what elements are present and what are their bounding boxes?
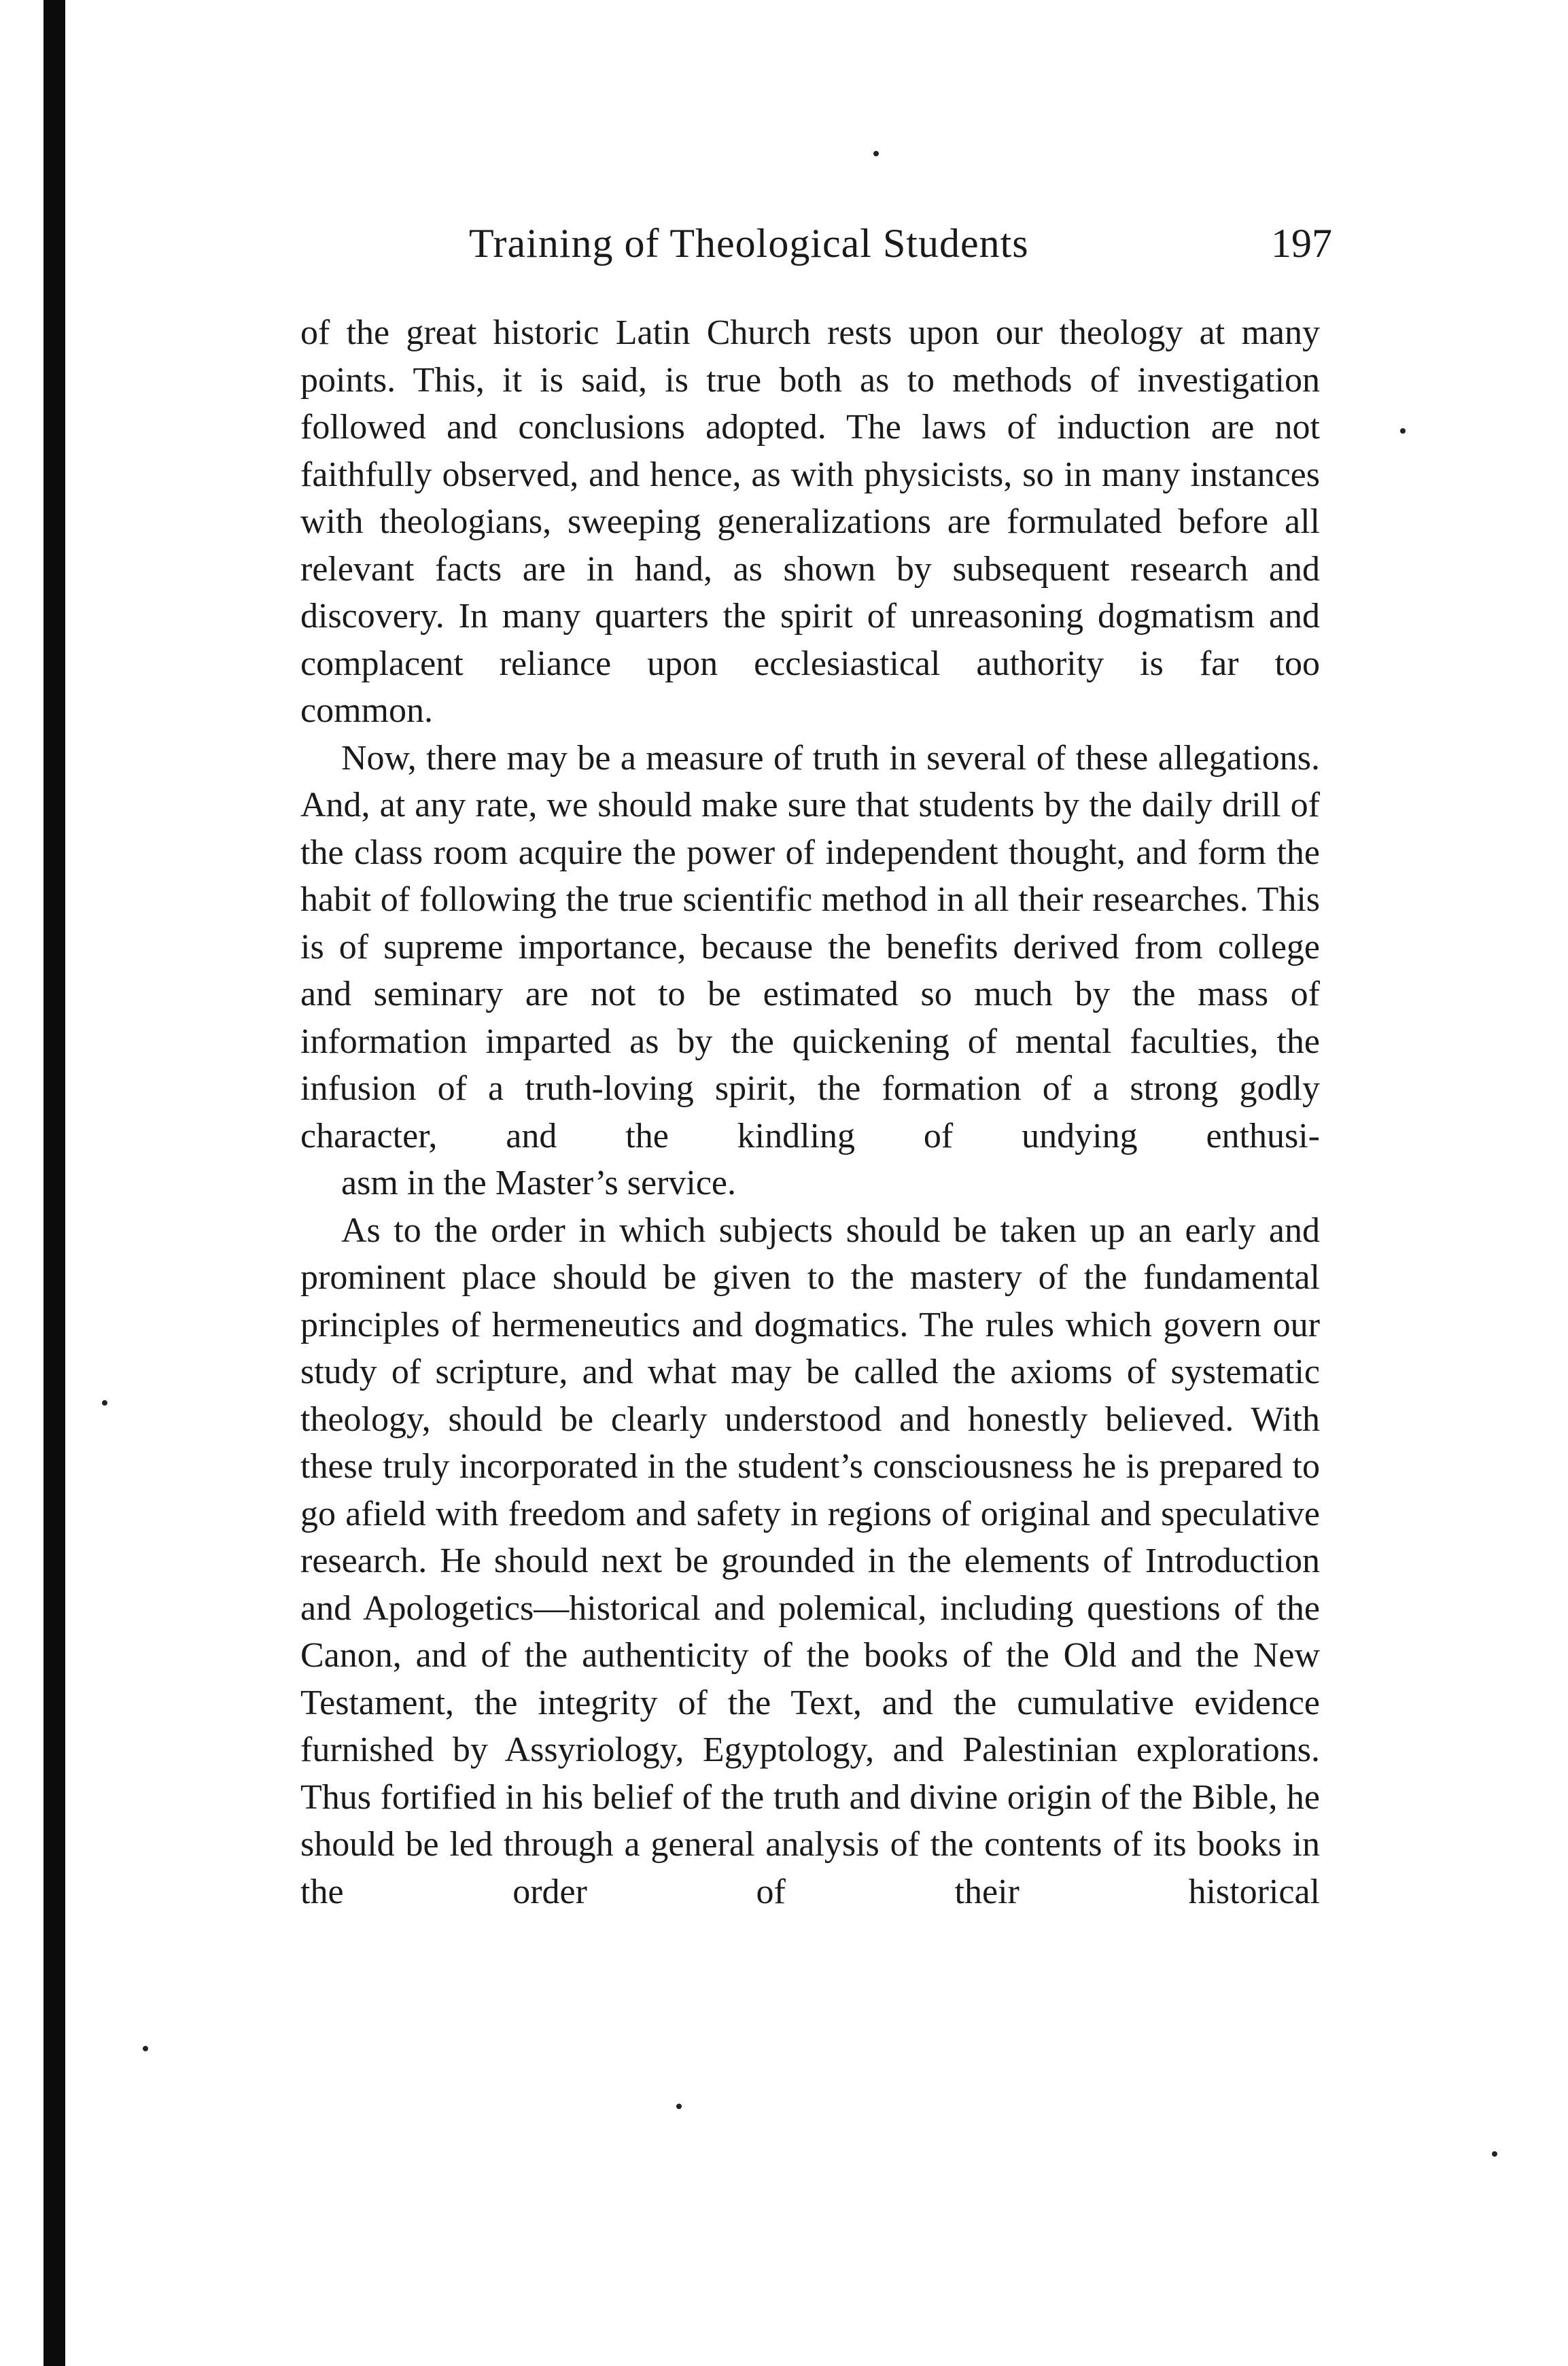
scan-speck [873, 151, 879, 156]
paragraph-1 [300, 309, 1320, 735]
scan-speck [676, 2104, 682, 2109]
paragraph-2-last-line: asm in the Master’s service. [341, 1164, 736, 1202]
page-number: 197 [1271, 221, 1332, 266]
paragraph-1-text: of the great historic Latin Church rests upon our theology at many points. This, it is said, is true both as to methods of investigation followed and conclusions adopted. The laws of induction are not faithfully observed, and hence, as with physicists, so in many instances with theologians, sweeping generalizations are formulated before all relevant facts are in hand, as shown by subsequent research and discovery. In many quarters the spirit of unreasoning dogmatism and complacent reliance upon ecclesiastical authority is far too [300, 313, 1320, 683]
body-text [300, 309, 1320, 1915]
paragraph-2-text: Now, there may be a measure of truth in several of these allegations. And, at any rate, we should make sure that students by the daily drill of the class room acquire the power of independent thought, and form the habit of following the true scientific method in all their researches. This is of supreme importance, because the benefits derived from college and seminary are not to be estimated so much by the mass of information imparted as by the quickening of mental faculties, the infusion of a truth-loving spirit, the formation of a strong godly character, and the kindling of undying enthusi- [300, 738, 1320, 1155]
scan-speck [143, 2046, 148, 2051]
scan-binding-edge [43, 0, 65, 2366]
paragraph-3 [300, 1207, 1320, 1916]
running-head [299, 216, 1332, 284]
scan-speck [1492, 2151, 1497, 2157]
scan-speck [102, 1400, 107, 1406]
paragraph-1-last-line: common. [300, 691, 433, 730]
paragraph-3-text: As to the order in which subjects should be taken up an early and prominent place should be given to the mastery of the fundamental principles of hermeneutics and dogmatics. The rules which govern our study of scripture, and what may be called the axioms of systematic theology, should be clearly understood and honestly believed. With these truly incorporated in the student’s consciousness he is prepared to go afield with freedom and safety in regions of original and speculative research. He should next be grounded in the elements of Introduction and Apologetics—historical and polemical, including questions of the Canon, and of the authenticity of the books of the Old and the New Testament, the integrity of the Text, and the cumulative evidence furnished by Assyriology, Egyptology, and Palestinian explorations. Thus fortified in his belief of the truth and divine origin of the Bible, he should be led through a general analysis of the contents of its books in the order of their historical [300, 1211, 1320, 1911]
running-title: Training of Theological Students [469, 221, 1029, 266]
scan-speck [1400, 428, 1406, 434]
paragraph-2 [300, 735, 1320, 1207]
